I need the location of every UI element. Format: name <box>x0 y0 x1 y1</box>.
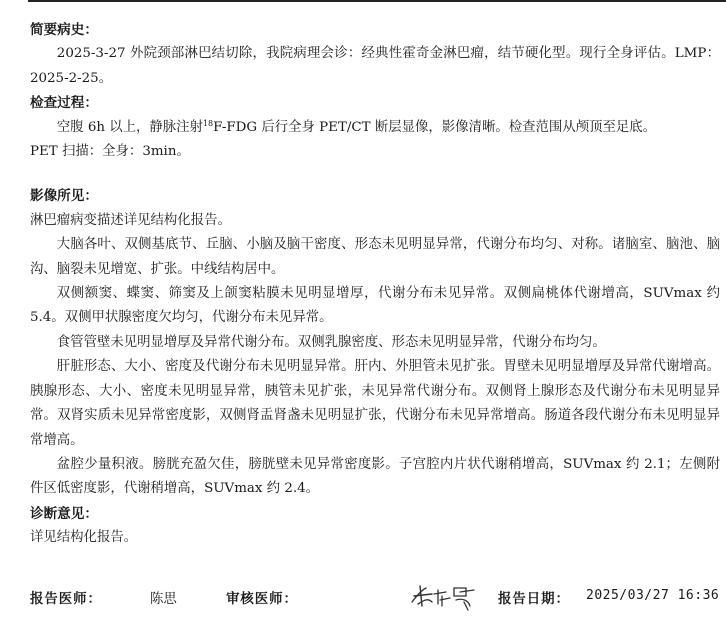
findings-esophagus: 食管管壁未见明显增厚及异常代谢分布。双侧乳腺密度、形态未见明显异常，代谢分布均匀。 <box>56 334 606 350</box>
findings-heading: 影像所见： <box>30 188 98 205</box>
diagnosis-heading: 诊断意见： <box>30 505 98 522</box>
findings-abdomen: 肝脏形态、大小、密度及代谢分布未见明显异常。肝内、外胆管未见扩张。胃壁未见明显增厚及异常代谢增高。胰腺形态、大小、密度未见明显异常，胰管未见扩张，未见异常代谢分布。双侧肾上腺形态及代谢分布未见明显异常。双肾实质未见异常密度影，双侧肾盂肾盏未见明显扩张，代谢分布未见异常增高。肠道各段代谢分布未见明显异常增高。 <box>30 359 720 448</box>
history-heading: 简要病史： <box>30 22 98 38</box>
procedure-text-before: 空腹 6h 以上，静脉注射 <box>56 119 203 135</box>
signature-footer <box>30 582 720 612</box>
isotope-superscript: 18 <box>202 118 214 128</box>
handwritten-signature <box>408 582 488 612</box>
findings-brain: 大脑各叶、双侧基底节、丘脑、小脑及脑干密度、形态未见明显异常，代谢分布均匀、对称。诸脑室、脑池、脑沟、脑裂未见增宽、扩张。中线结构居中。 <box>30 237 720 277</box>
findings-intro: 淋巴瘤病变描述详见结构化报告。 <box>30 212 231 228</box>
review-doctor-label: 审核医师： <box>226 591 298 607</box>
pet-scan-text: PET 扫描：全身：3min。 <box>30 144 190 160</box>
findings-pelvis: 盆腔少量积液。膀胱充盈欠佳，膀胱壁未见异常密度影。子宫腔内片状代谢稍增高，SUVmax 约 2.1；左侧附件区低密度影，代谢稍增高，SUVmax 约 2.4。 <box>30 456 720 497</box>
diagnosis-text: 详见结构化报告。 <box>30 530 138 546</box>
procedure-heading: 检查过程： <box>30 95 98 112</box>
report-body <box>30 18 720 551</box>
report-doctor-name: 陈思 <box>150 592 177 607</box>
findings-sinus: 双侧额窦、蝶窦、筛窦及上颌窦粘膜未见明显增厚，代谢分布未见异常。双侧扁桃体代谢增高，SUVmax 约 5.4。双侧甲状腺密度欠均匀，代谢分布未见异常。 <box>30 286 720 326</box>
history-text: 2025-3-27 外院颈部淋巴结切除，我院病理会诊：经典性霍奇金淋巴瘤，结节硬化型。现行全身评估。LMP：2025-2-25。 <box>30 46 720 86</box>
report-date-label: 报告日期： <box>498 591 570 607</box>
procedure-text <box>30 116 720 140</box>
report-doctor-label: 报告医师： <box>30 591 102 607</box>
section-gap <box>30 164 720 184</box>
procedure-text-after: F-FDG 后行全身 PET/CT 断层显像，影像清晰。检查范围从颅顶至足底。 <box>213 119 657 135</box>
top-rule <box>28 0 726 2</box>
report-date-value: 2025/03/27 16:36 <box>586 588 720 603</box>
